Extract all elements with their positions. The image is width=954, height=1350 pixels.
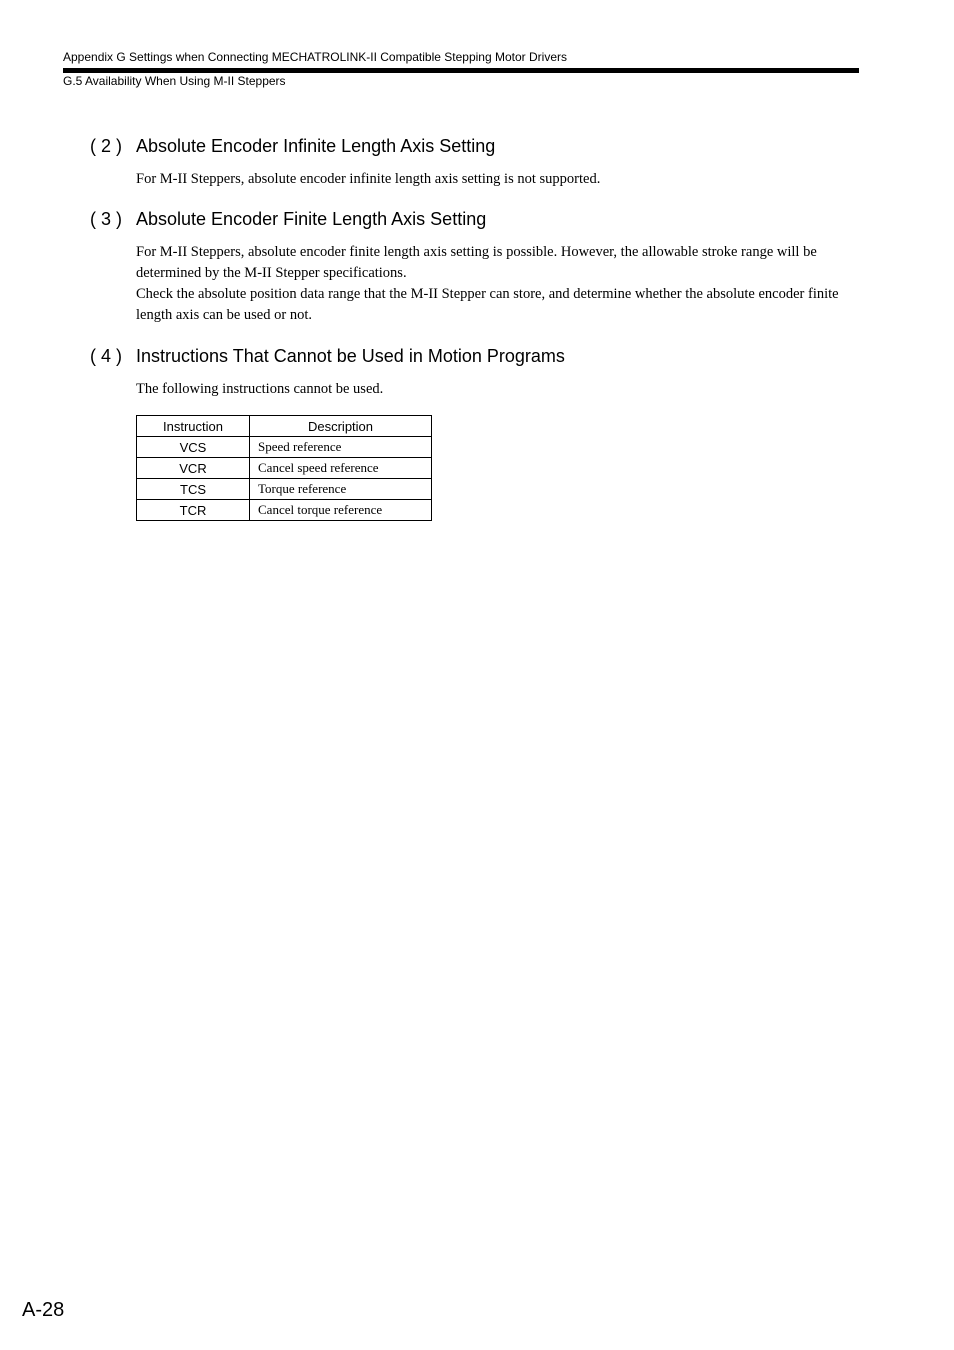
column-header-description: Description xyxy=(250,416,432,437)
section-heading-4 xyxy=(90,346,565,367)
section-title: Instructions That Cannot be Used in Motion Programs xyxy=(136,346,565,366)
instruction-cell: TCR xyxy=(137,500,250,521)
paragraph: The following instructions cannot be used. xyxy=(136,381,384,397)
description-cell: Cancel speed reference xyxy=(250,458,432,479)
paragraph: For M-II Steppers, absolute encoder infinite length axis setting is not supported. xyxy=(136,171,601,187)
section-number: ( 4 ) xyxy=(90,346,123,366)
paragraph: For M-II Steppers, absolute encoder finite length axis setting is possible. However, the allowable stroke range will be determined by the M-II Stepper specifications. xyxy=(136,244,817,281)
section-body-4 xyxy=(136,379,856,400)
section-number: ( 2 ) xyxy=(90,136,123,156)
section-heading-3 xyxy=(90,209,486,230)
table-row xyxy=(137,437,432,458)
section-title: Absolute Encoder Finite Length Axis Setting xyxy=(136,209,487,229)
section-title: Absolute Encoder Infinite Length Axis Setting xyxy=(136,136,496,156)
section-body-3 xyxy=(136,242,856,326)
description-cell: Cancel torque reference xyxy=(250,500,432,521)
table-header-row xyxy=(137,416,432,437)
paragraph: Check the absolute position data range that the M-II Stepper can store, and determine whether the absolute encoder finite length axis can be used or not. xyxy=(136,286,839,323)
instruction-table xyxy=(136,415,432,521)
table-row xyxy=(137,458,432,479)
table-row xyxy=(137,500,432,521)
section-number: ( 3 ) xyxy=(90,209,123,229)
column-header-instruction: Instruction xyxy=(137,416,250,437)
instruction-cell: VCR xyxy=(137,458,250,479)
instruction-cell: VCS xyxy=(137,437,250,458)
section-heading-2 xyxy=(90,136,495,157)
header-rule xyxy=(63,68,859,73)
table-row xyxy=(137,479,432,500)
section-body-2 xyxy=(136,169,856,190)
running-header-chapter: Appendix G Settings when Connecting MECHATROLINK-II Compatible Stepping Motor Drivers xyxy=(63,50,567,64)
instruction-cell: TCS xyxy=(137,479,250,500)
running-header-section: G.5 Availability When Using M-II Steppers xyxy=(63,74,286,88)
description-cell: Torque reference xyxy=(250,479,432,500)
description-cell: Speed reference xyxy=(250,437,432,458)
page-number: A-28 xyxy=(22,1299,65,1321)
